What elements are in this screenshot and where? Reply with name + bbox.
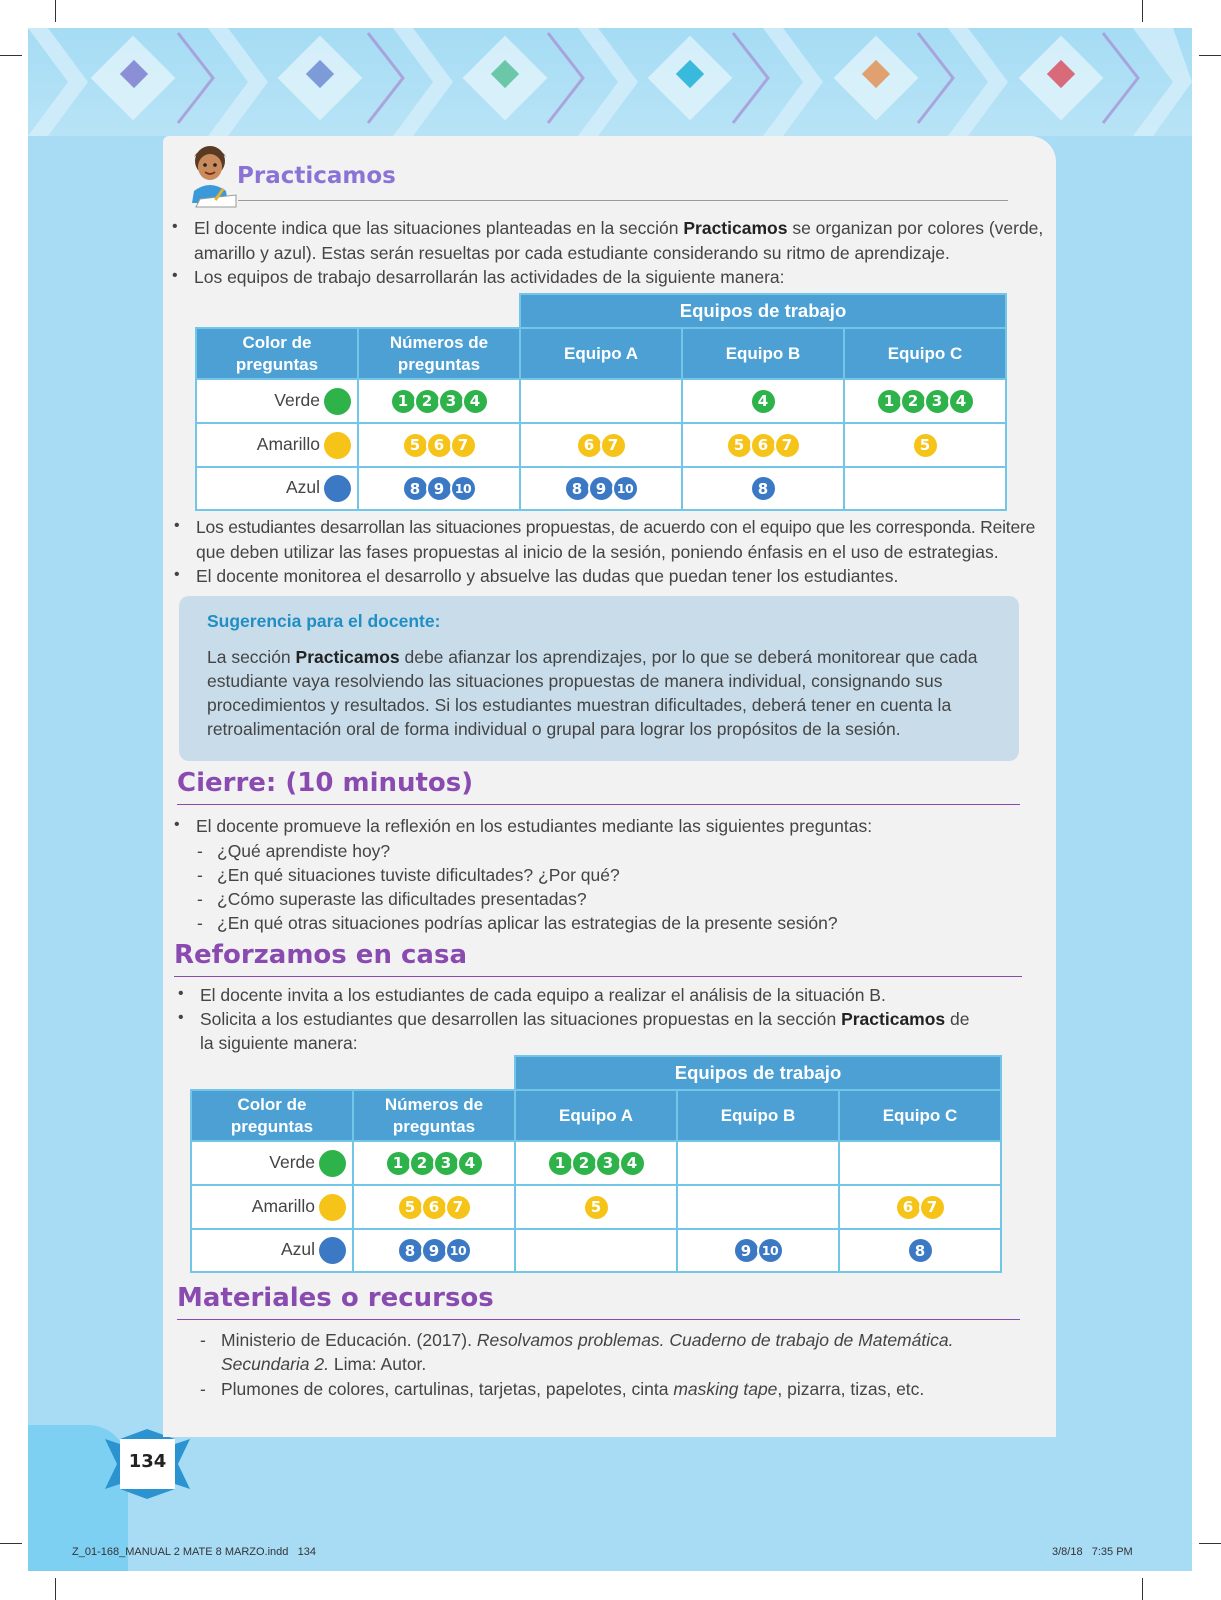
question-number-badge: 4 [750, 388, 777, 415]
bullet-dot: • [172, 218, 178, 235]
team-c-cell [839, 1229, 1001, 1272]
question-number-badge: 4 [457, 1150, 484, 1177]
materiales-title: Materiales o recursos [177, 1283, 494, 1313]
cierre-question: ¿En qué situaciones tuviste dificultades? ¿Por qué? [217, 865, 620, 885]
question-number-badge: 2 [414, 388, 441, 415]
reforzamos-text-c: de [945, 1009, 970, 1029]
cierre-question: ¿Qué aprendiste hoy? [217, 841, 391, 861]
bullet-dot: • [172, 267, 178, 284]
question-number-badge: 5 [583, 1194, 610, 1221]
team-c-cell [839, 1185, 1001, 1229]
practicamos-intro-line1 [194, 216, 1044, 241]
table-row [191, 1141, 1001, 1185]
question-number-group [750, 475, 777, 502]
numbers-cell [358, 467, 520, 510]
question-number-group [876, 388, 975, 415]
question-number-group [397, 1237, 472, 1264]
dash: - [197, 865, 203, 885]
cierre-intro: El docente promueve la reflexión en los estudiantes mediante las siguientes preguntas: [196, 816, 873, 836]
teams-table-reforzamos [190, 1055, 1002, 1273]
question-number-badge: 5 [402, 432, 429, 459]
question-number-group [402, 475, 477, 502]
suggestion-line4: retroalimentación oral de forma individual o grupal para lograr los propósitos de la sesión. [207, 719, 901, 739]
question-number-badge: 6 [426, 432, 453, 459]
team-b-cell [677, 1229, 839, 1272]
color-label-cell [191, 1229, 353, 1272]
suggestion-text-bold: Practicamos [295, 647, 400, 667]
column-header: Equipo C [844, 328, 1006, 379]
cierre-question: ¿En qué otras situaciones podrías aplicar las estrategias de la presente sesión? [217, 913, 838, 933]
yellow-swatch [324, 432, 351, 459]
materiales-text-a: Ministerio de Educación. (2017). [221, 1330, 477, 1350]
team-b-cell [682, 379, 844, 423]
question-number-badge: 6 [895, 1194, 922, 1221]
column-header: Equipo B [677, 1090, 839, 1141]
dash: - [200, 1379, 206, 1399]
cierre-divider [177, 804, 1020, 805]
dash: - [197, 889, 203, 909]
numbers-cell [353, 1141, 515, 1185]
color-label: Azul [280, 1239, 315, 1260]
table-row [196, 379, 1006, 423]
bullet-dot: • [178, 1009, 184, 1026]
team-c-cell [839, 1141, 1001, 1185]
materiales-text-a: Plumones de colores, cartulinas, tarjetas, papelotes, cinta [221, 1379, 674, 1399]
reforzamos-p1: El docente invita a los estudiantes de cada equipo a realizar el análisis de la situación B. [200, 985, 886, 1005]
dash: - [197, 841, 203, 861]
crop-mark [1199, 1543, 1221, 1544]
suggestion-line3: procedimientos y resultados. Si los estudiantes muestran dificultades, deberá tener en cuenta la [207, 695, 952, 715]
materiales-text-italic: Secundaria 2. [221, 1354, 329, 1374]
crop-mark [0, 1543, 22, 1544]
question-number-group [390, 388, 489, 415]
color-label-cell [191, 1185, 353, 1229]
color-label-cell [191, 1141, 353, 1185]
column-header: Equipo C [839, 1090, 1001, 1141]
bullet-dot: • [178, 985, 184, 1002]
question-number-badge: 2 [900, 388, 927, 415]
team-c-cell [844, 423, 1006, 467]
materiales-item1-line2 [221, 1352, 426, 1377]
question-number-group [726, 432, 801, 459]
question-number-badge: 9 [426, 475, 453, 502]
team-a-cell [515, 1185, 677, 1229]
question-number-badge: 5 [912, 432, 939, 459]
question-number-badge: 6 [750, 432, 777, 459]
table-corner-spacer [196, 294, 520, 328]
question-number-badge: 2 [571, 1150, 598, 1177]
teams-table-practicamos [195, 293, 1007, 511]
green-swatch [324, 388, 351, 415]
team-b-cell [677, 1185, 839, 1229]
column-header: Equipo A [515, 1090, 677, 1141]
question-number-badge: 8 [907, 1237, 934, 1264]
column-header: Equipo B [682, 328, 844, 379]
group-header: Equipos de trabajo [520, 294, 1006, 328]
question-number-badge: 9 [588, 475, 615, 502]
practicamos-divider [238, 200, 1008, 201]
team-b-cell [677, 1141, 839, 1185]
materiales-item1-line1 [221, 1328, 953, 1353]
suggestion-title: Sugerencia para el docente: [207, 611, 441, 631]
color-label: Azul [285, 477, 320, 498]
intro-text-c: se organizan por colores (verde, [787, 218, 1044, 238]
intro-text-bold: Practicamos [683, 218, 788, 238]
team-a-cell [520, 423, 682, 467]
column-header: Color de preguntas [191, 1090, 353, 1141]
team-a-cell [515, 1229, 677, 1272]
table-row [196, 423, 1006, 467]
bullet-dot: • [174, 517, 180, 534]
after-p2: El docente monitorea el desarrollo y absuelve las dudas que puedan tener los estudiantes. [196, 566, 899, 586]
question-number-badge: 7 [919, 1194, 946, 1221]
color-label-cell [196, 379, 358, 423]
green-swatch [319, 1150, 346, 1177]
dash: - [197, 913, 203, 933]
reforzamos-p2-line2: la siguiente manera: [200, 1033, 358, 1053]
color-label: Amarillo [251, 1195, 315, 1216]
suggestion-line1 [207, 645, 978, 670]
question-number-badge: 7 [445, 1194, 472, 1221]
practicamos-intro-line2: amarillo y azul). Estas serán resueltas por cada estudiante considerando su ritmo de aprendizaje. [194, 243, 950, 263]
question-number-badge: 8 [564, 475, 591, 502]
team-a-cell [515, 1141, 677, 1185]
question-number-group [397, 1194, 472, 1221]
question-number-badge: 8 [750, 475, 777, 502]
table-corner-spacer [191, 1056, 515, 1090]
color-label-cell [196, 467, 358, 510]
cierre-question: ¿Cómo superaste las dificultades presentadas? [217, 889, 587, 909]
question-number-badge: 6 [421, 1194, 448, 1221]
materiales-text-italic: masking tape [673, 1379, 778, 1399]
intro-text-a: El docente indica que las situaciones planteadas en la sección [194, 218, 684, 238]
question-number-badge: 10 [757, 1237, 784, 1264]
question-number-badge: 8 [397, 1237, 424, 1264]
suggestion-line2: estudiante vaya resolviendo las situaciones propuestas de manera individual, consignando sus [207, 671, 943, 691]
question-number-badge: 6 [576, 432, 603, 459]
question-number-group [402, 432, 477, 459]
reforzamos-text-bold: Practicamos [841, 1009, 946, 1029]
question-number-badge: 9 [421, 1237, 448, 1264]
question-number-badge: 3 [595, 1150, 622, 1177]
team-c-cell [844, 379, 1006, 423]
column-header: Números de preguntas [358, 328, 520, 379]
materiales-text-d: Lima: Autor. [329, 1354, 427, 1374]
numbers-cell [353, 1185, 515, 1229]
team-a-cell [520, 467, 682, 510]
question-number-badge: 2 [409, 1150, 436, 1177]
after-p1-line1: Los estudiantes desarrollan las situaciones propuestas, de acuerdo con el equipo que les corresponda. Reitere [196, 517, 1036, 537]
reforzamos-p2-line1 [200, 1007, 970, 1032]
crop-mark [55, 1578, 56, 1600]
question-number-badge: 10 [450, 475, 477, 502]
materiales-item2 [221, 1377, 924, 1402]
color-label-cell [196, 423, 358, 467]
question-number-group [576, 432, 627, 459]
practicamos-intro-p2: Los equipos de trabajo desarrollarán las actividades de la siguiente manera: [194, 267, 785, 287]
question-number-badge: 3 [438, 388, 465, 415]
question-number-badge: 7 [774, 432, 801, 459]
reforzamos-divider [174, 976, 1022, 977]
column-header: Color de preguntas [196, 328, 358, 379]
crop-mark [1142, 0, 1143, 22]
question-number-badge: 4 [948, 388, 975, 415]
column-header: Números de preguntas [353, 1090, 515, 1141]
materiales-text-italic: Resolvamos problemas. Cuaderno de trabajo de Matemática. [476, 1330, 954, 1350]
crop-mark [1142, 1578, 1143, 1600]
dash: - [200, 1330, 206, 1350]
crop-mark [55, 0, 56, 22]
question-number-badge: 1 [385, 1150, 412, 1177]
question-number-badge: 5 [726, 432, 753, 459]
column-header: Equipo A [520, 328, 682, 379]
question-number-badge: 3 [924, 388, 951, 415]
crop-mark [0, 55, 22, 56]
student-writing-icon [186, 141, 238, 209]
question-number-badge: 4 [462, 388, 489, 415]
footer-filename: Z_01-168_MANUAL 2 MATE 8 MARZO.indd 134 [72, 1546, 316, 1558]
question-number-badge: 7 [600, 432, 627, 459]
question-number-badge: 8 [402, 475, 429, 502]
reforzamos-title: Reforzamos en casa [174, 940, 467, 970]
table-row [191, 1185, 1001, 1229]
question-number-badge: 7 [450, 432, 477, 459]
question-number-badge: 10 [445, 1237, 472, 1264]
question-number-group [912, 432, 939, 459]
question-number-badge: 9 [733, 1237, 760, 1264]
blue-swatch [319, 1237, 346, 1264]
after-p1-line2: que deben utilizar las fases propuestas al inicio de la sesión, poniendo énfasis en el uso de estrategias. [196, 542, 999, 562]
question-number-group [583, 1194, 610, 1221]
reforzamos-text-a: Solicita a los estudiantes que desarrollen las situaciones propuestas en la sección [200, 1009, 842, 1029]
question-number-group [895, 1194, 946, 1221]
suggestion-text-a: La sección [207, 647, 296, 667]
page-number: 134 [128, 1451, 167, 1472]
table-row [191, 1229, 1001, 1272]
practicamos-title: Practicamos [237, 163, 396, 189]
crop-mark [1199, 55, 1221, 56]
question-number-group [547, 1150, 646, 1177]
question-number-badge: 10 [612, 475, 639, 502]
cierre-title: Cierre: (10 minutos) [177, 768, 474, 798]
color-label: Verde [269, 1151, 315, 1172]
bullet-dot: • [174, 566, 180, 583]
team-a-cell [520, 379, 682, 423]
color-label: Verde [274, 389, 320, 410]
question-number-badge: 1 [547, 1150, 574, 1177]
banner-pattern [28, 28, 1192, 136]
numbers-cell [358, 379, 520, 423]
footer-date: 3/8/18 7:35 PM [1052, 1546, 1133, 1558]
yellow-swatch [319, 1194, 346, 1221]
materiales-text-c: , pizarra, tizas, etc. [777, 1379, 925, 1399]
question-number-badge: 3 [433, 1150, 460, 1177]
question-number-badge: 1 [876, 388, 903, 415]
question-number-group [385, 1150, 484, 1177]
bullet-dot: • [174, 816, 180, 833]
question-number-group [564, 475, 639, 502]
blue-swatch [324, 475, 351, 502]
numbers-cell [353, 1229, 515, 1272]
team-c-cell [844, 467, 1006, 510]
group-header: Equipos de trabajo [515, 1056, 1001, 1090]
decorative-banner [28, 28, 1192, 136]
question-number-group [907, 1237, 934, 1264]
team-b-cell [682, 467, 844, 510]
question-number-badge: 1 [390, 388, 417, 415]
question-number-badge: 5 [397, 1194, 424, 1221]
team-b-cell [682, 423, 844, 467]
question-number-group [750, 388, 777, 415]
materiales-divider [177, 1319, 1020, 1320]
numbers-cell [358, 423, 520, 467]
question-number-group [733, 1237, 784, 1264]
table-row [196, 467, 1006, 510]
question-number-badge: 4 [619, 1150, 646, 1177]
suggestion-text-c: debe afianzar los aprendizajes, por lo que se deberá monitorear que cada [399, 647, 978, 667]
color-label: Amarillo [256, 433, 320, 454]
